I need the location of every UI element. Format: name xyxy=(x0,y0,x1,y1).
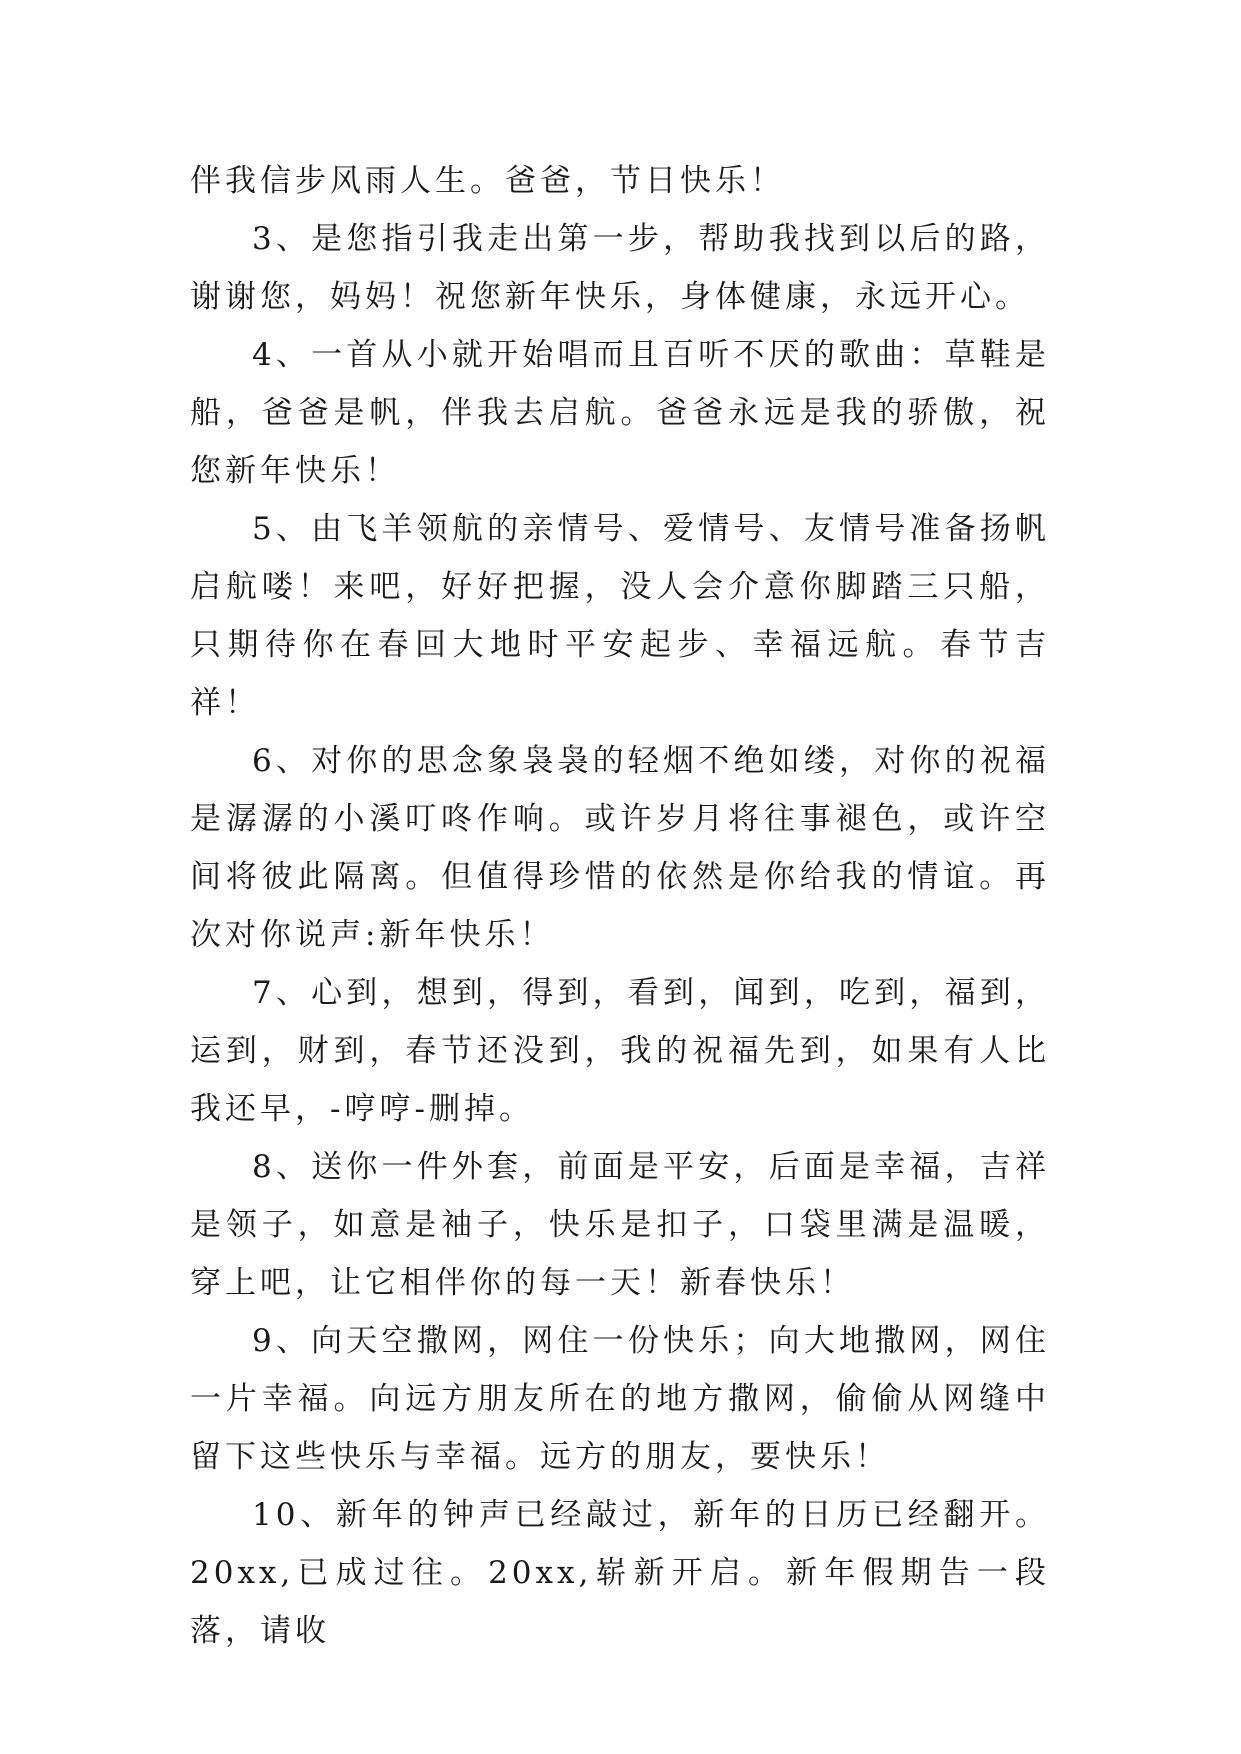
paragraph: 4、一首从小就开始唱而且百听不厌的歌曲：草鞋是船，爸爸是帆，伴我去启航。爸爸永远是我的骄傲，祝您新年快乐！ xyxy=(190,337,1050,489)
paragraph: 7、心到，想到，得到，看到，闻到，吃到，福到，运到，财到，春节还没到，我的祝福先到，如果有人比我还早，-哼哼-删掉。 xyxy=(190,975,1050,1127)
paragraph: 9、向天空撒网，网住一份快乐；向大地撒网，网住一片幸福。向远方朋友所在的地方撒网，偷偷从网缝中留下这些快乐与幸福。远方的朋友，要快乐！ xyxy=(190,1323,1050,1475)
paragraph: 10、新年的钟声已经敲过，新年的日历已经翻开。20xx,已成过往。20xx,崭新开启。新年假期告一段落，请收 xyxy=(190,1497,1050,1649)
paragraph: 8、送你一件外套，前面是平安，后面是幸福，吉祥是领子，如意是袖子，快乐是扣子，口袋里满是温暖，穿上吧，让它相伴你的每一天！新春快乐！ xyxy=(190,1149,1050,1301)
paragraph: 伴我信步风雨人生。爸爸，节日快乐！ xyxy=(190,163,785,199)
paragraph: 6、对你的思念象袅袅的轻烟不绝如缕，对你的祝福是潺潺的小溪叮咚作响。或许岁月将往事褪色，或许空间将彼此隔离。但值得珍惜的依然是你给我的情谊。再次对你说声:新年快乐！ xyxy=(190,743,1050,953)
paragraph: 3、是您指引我走出第一步，帮助我找到以后的路，谢谢您，妈妈！祝您新年快乐，身体健康，永远开心。 xyxy=(190,221,1050,315)
paragraph: 5、由飞羊领航的亲情号、爱情号、友情号准备扬帆启航喽！来吧，好好把握，没人会介意你脚踏三只船，只期待你在春回大地时平安起步、幸福远航。春节吉祥！ xyxy=(190,511,1050,721)
document-body xyxy=(190,152,1050,1660)
